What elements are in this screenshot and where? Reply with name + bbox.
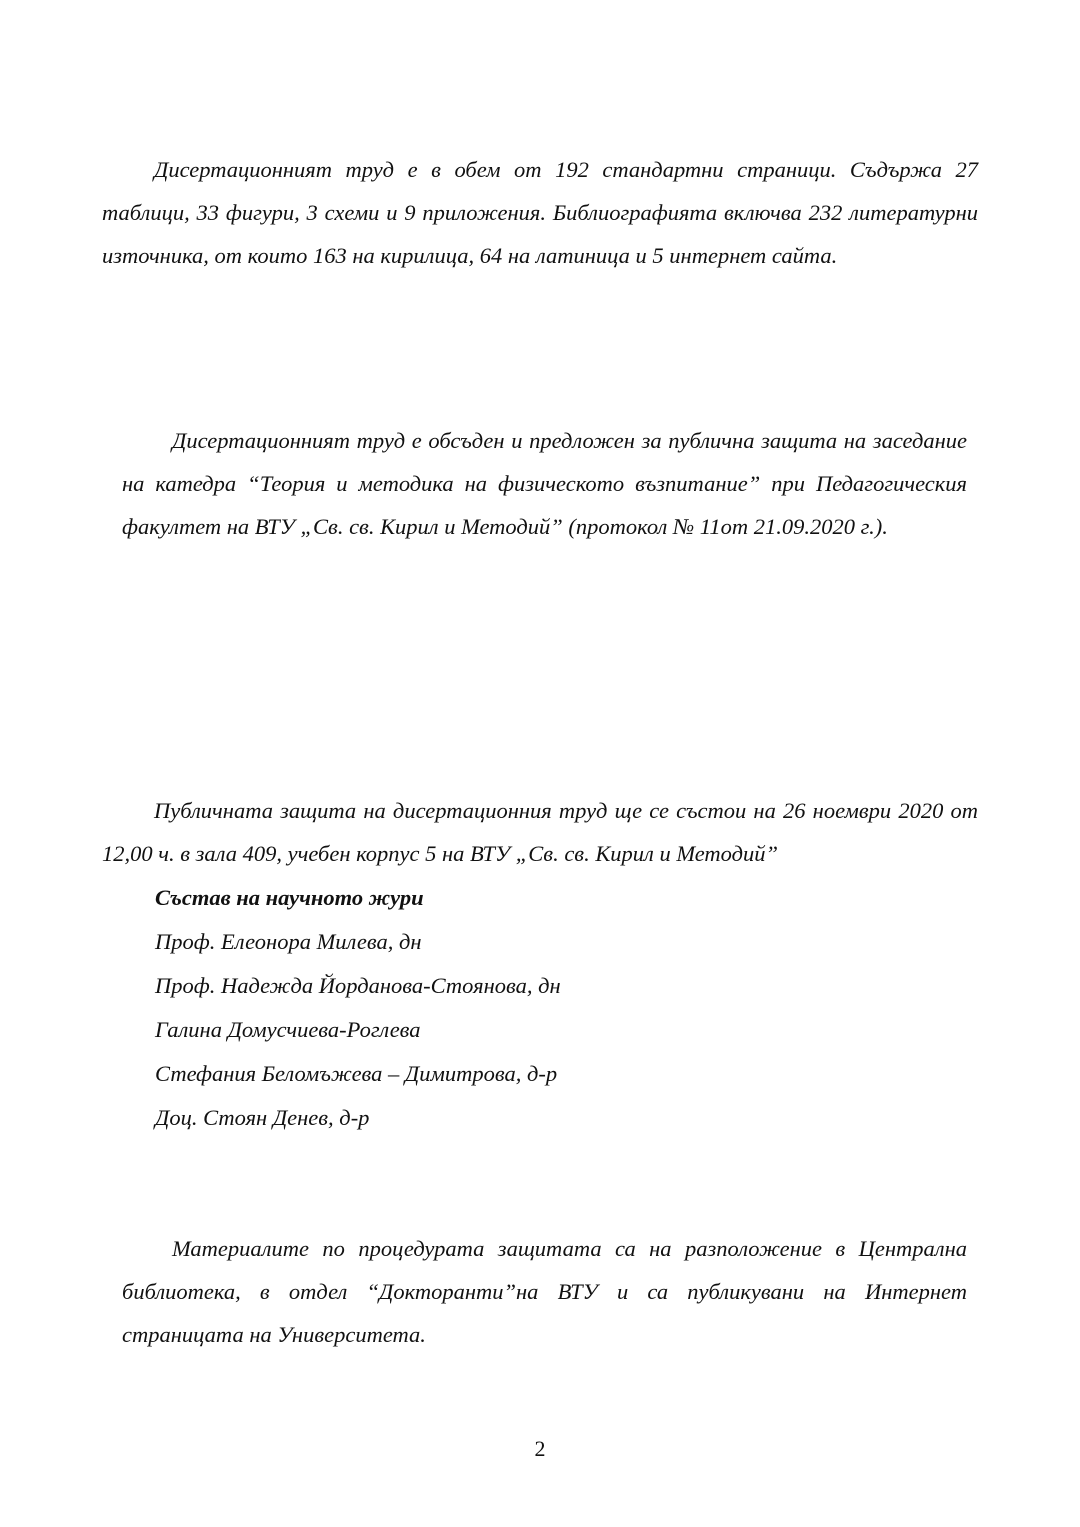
dissertation-volume-paragraph: Дисертационният труд е в обем от 192 стандартни страници. Съдържа 27 таблици, 33 фигури, 3 схеми и 9 приложения. Библиографията включва 232 литературни източника, от които 163 на кирилица, 64 на латиница и 5 интернет сайта. bbox=[102, 157, 978, 268]
jury-heading: Състав на научното жури bbox=[155, 885, 424, 910]
jury-member: Стефания Беломъжева – Димитрова, д-р bbox=[155, 1061, 558, 1086]
jury-member: Галина Домусчиева-Роглева bbox=[155, 1017, 421, 1042]
public-defense-paragraph: Публичната защита на дисертационния труд ще се състои на 26 ноември 2020 от 12,00 ч. в зала 409, учебен корпус 5 на ВТУ „Св. св. Кирил и Методий” bbox=[102, 798, 978, 866]
materials-availability-paragraph: Материалите по процедурата защитата са на разположение в Централна библиотека, в отдел “Докторанти”на ВТУ и са публикувани на Интернет страницата на Университета. bbox=[122, 1236, 967, 1347]
page-number: 2 bbox=[534, 1436, 546, 1461]
jury-member: Доц. Стоян Денев, д-р bbox=[155, 1105, 370, 1130]
jury-section bbox=[155, 876, 955, 1140]
jury-member: Проф. Надежда Йорданова-Стоянова, дн bbox=[155, 973, 561, 998]
jury-member: Проф. Елеонора Милева, дн bbox=[155, 929, 422, 954]
dissertation-discussion-paragraph: Дисертационният труд е обсъден и предложен за публична защита на заседание на катедра “Теория и методика на физическото възпитание” при Педагогическия факултет на ВТУ „Св. св. Кирил и Методий” (протокол № 11от 21.09.2020 г.). bbox=[122, 428, 967, 539]
